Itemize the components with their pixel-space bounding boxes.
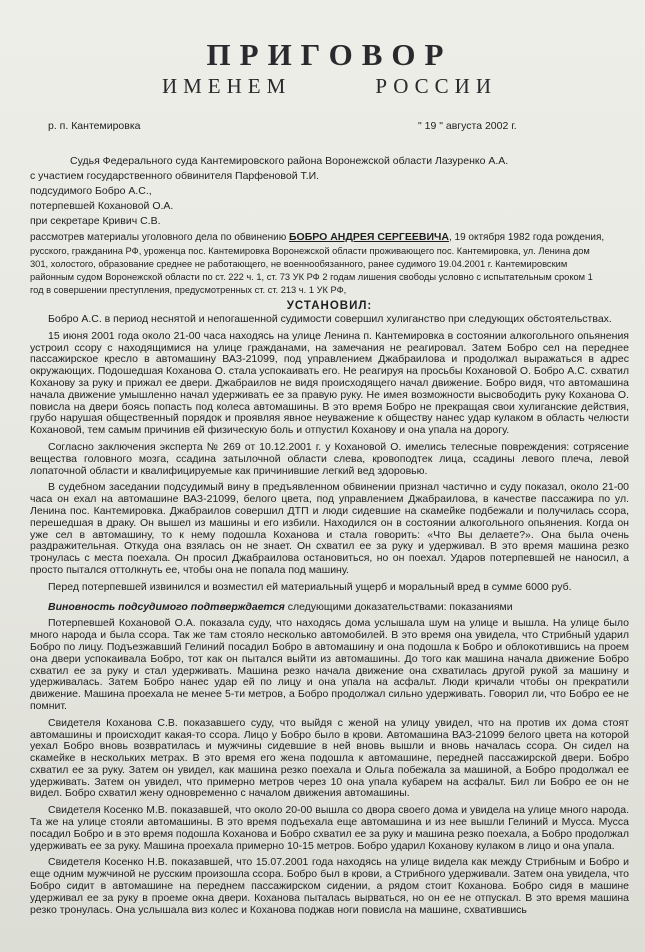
case-intro-prefix: рассмотрев материалы уголовного дела по обвинению: [30, 232, 287, 243]
document-title: ПРИГОВОР: [206, 37, 453, 72]
case-intro-line-1: [30, 230, 629, 245]
paragraph: 15 июня 2001 года около 21-00 часа находясь на улице Ленина п. Кантемировка в состоянии алкогольного опьянения устроил ссору с находящимися на улице гражданами, на замечания не реагировал. Затем Бобро сел на переднее пассажирское кресло в автомашину ВАЗ-21099, под управлением Джабраилова и продолжал выражаться в адрес окружающих. Подошедшая Коханова О. стала успокаивать его. Не реагируя на просьбы Кохановой О. Бобро А.С. схватил Коханову за руку и прижал ее двери. Джабраилов не видя происходящего начал движение. Бобро видя, что автомашина начала движение умышленно начал удерживать ее за правую руку. Не имея возможности высвободить руку Коханова О. повисла на двери боясь попасть под колеса автомашины. В это время Бобро не прекращая свои хулиганские действия, грубо нарушая общественный порядок и проявляя явное неуважение к обществу нанес удар кулаком в область челюсти Кохановой, тем самым причинив ей физическую боль и отпустил Коханову и она упала на дорогу.: [30, 329, 629, 437]
case-intro-line-5: год в совершении преступления, предусмотренных ст. ст. 213 ч. 1 УК РФ,: [30, 285, 347, 295]
guilt-intro: [30, 602, 629, 614]
place-date-row: [48, 120, 629, 136]
testimony-paragraph: Свидетеля Косенко М.В. показавшей, что около 20-00 вышла со двора своего дома и увидела на улице много народа. Та же на улице стояли автомашины. В это время подъехала еще автомашина и из нее вышли Гелиний и Мусса. Мусса посадил Бобро и в это время подошла Коханова и Бобро схватил ее за руку и машина резко поехала, а Бобро продолжал удерживать ее за руку. Машина проехала примерно 10-15 метров. Бобро ударил Коханову кулаком в лицо и она упала.: [30, 804, 629, 852]
defendant-line: подсудимого Бобро А.С.,: [30, 185, 152, 197]
court-composition: [30, 154, 629, 229]
subtitle-word-2: РОССИИ: [375, 74, 498, 98]
guilt-intro-lead: Виновность подсудимого подтверждается: [48, 600, 285, 613]
judge-line: Судья Федерального суда Кантемировского района Воронежской области Лазуренко А.А.: [70, 155, 509, 167]
prosecutor-line: с участием государственного обвинителя Парфеновой Т.И.: [30, 170, 320, 182]
paragraph: Согласно заключения эксперта № 269 от 10.12.2001 г. у Кохановой О. имелись телесные повреждения: сотрясение вещества головного мозга, ссадина затылочной области слева, кровоподтек лица, ссадины левого плеча, левой лопаточной области и квалифицируемые как причинившие легкий вед здоровью.: [30, 440, 629, 477]
place-text: р. п. Кантемировка: [48, 120, 141, 132]
defendant-full-name: БОБРО АНДРЕЯ СЕРГЕЕВИЧА: [289, 231, 449, 243]
victim-line: потерпевшей Кохановой О.А.: [30, 200, 174, 212]
date-text: " 19 " августа 2002 г.: [418, 120, 517, 132]
case-intro: [30, 230, 629, 297]
ustanovil-heading: УСТАНОВИЛ:: [286, 300, 373, 312]
case-intro-line-4: районным судом Воронежской области по ст. 222 ч. 1, ст. 73 УК РФ 2 годам лишения свободы условно с испытательным сроком 1: [30, 272, 593, 282]
paragraph: В судебном заседании подсудимый вину в предъявленном обвинении признал частично и суду показал, около 21-00 часа он ехал на автомашине ВАЗ-21099, белого цвета, под управлением Джабраилова, в качестве пассажира по ул. Ленина пос. Кантемировка. Джабраилов совершил ДТП и люди сидевшие на скамейке подбежали и получилась ссора, перешедшая в драку. Он вышел из машины и его избили. Находился он в состоянии алкогольного опьянения. Когда он уже сел в автомашину, то к нему подошла Коханова и стала говорить: «Что Вы делаете?». Она была очень раздражительная. Откуда она взялась он не знает. Он схватил ее за руку и удерживал. В это время машина резко тронулась с места поехала. Он просил Джабраилова остановиться, но он поехал. Ударов потерпевшей не наносил, а просто пытался оттолкнуть ее, чтобы она не попала под машину.: [30, 481, 629, 576]
subtitle-word-1: ИМЕНЕМ: [161, 74, 292, 98]
guilt-intro-rest: следующими доказательствами: показаниями: [284, 600, 513, 613]
testimony-section: [30, 618, 629, 916]
testimony-paragraph: Свидетеля Косенко Н.В. показавшей, что 15.07.2001 года находясь на улице видела как между Стрибным и Бобро и еще одним мужчиной не русским произошла ссора. Бобро был в крови, а Стрибного удерживали. Затем она увидела, что Бобро сидит в автомашине на переднем пассажирском сидении, а рядом стоит Коханова. Бобро сидя в машине удерживал ее за руку в проеме окна двери. Коханова пыталась вырваться, но он ее не отпускал. В это время машина резко тронулась. Она услышала виз колес и Коханова поджав ноги повисла на машине, схватившись: [30, 856, 629, 916]
case-intro-line-3: 301, холостого, образование среднее не работающего, не военнообязанного, ранее судимого 19.04.2001 г. Кантемировским: [30, 259, 568, 269]
paragraph: Перед потерпевшей извинился и возместил ей материальный ущерб и моральный вред в сумме 6000 руб.: [48, 580, 572, 593]
paragraph: Бобро А.С. в период неснятой и непогашенной судимости совершил хулиганство при следующих обстоятельствах.: [48, 313, 612, 325]
testimony-paragraph: Свидетеля Коханова С.В. показавшего суду, что выйдя с женой на улицу увидел, что на против их дома стоят автомашины и происходит какая-то ссора. Лицо у Бобро было в крови. Автомашина ВАЗ-21099 белого цвета на которой уехал Бобро вновь возвратилась и мужчины сидевшие в ней вновь вышли и вновь началась ссора. Он сидел на скамейке в нескольких метрах. В это время его жена подошла к автомашине, передней пассажирской двери. Бобро схватил ее за руку. Затем он увидел, как машина резко поехала и Ольга побежала за машиной, а Бобро продолжал ее удерживать. Затем он увидел, что примерно метров через 10 она упала кубарем на асфальт. Бил ли Бобро ее он не видел. Бобро схватил жену одновременно с началом движения автомашины.: [30, 716, 629, 800]
document-subtitle: [30, 74, 629, 98]
testimony-paragraph: Потерпевшей Кохановой О.А. показала суду, что находясь дома услышала шум на улице и вышла. На улице было много народа и была ссора. Так же там стояло несколько автомобилей. В это время она увидела, что Стрибный ударил Бобро по лицу. Подъезжавший Гелиний посадил Бобро в автомашину и она подошла к Бобро и облокотившись на проем она двери успокаивала Бобро, тот как он пытался выйти из автомашины. До того как машина начала движение Бобро схватил ее за руку и стал удерживать. Машина резко начала движение она схватилась другой рукой за машину и удерживалась. Затем Бобро нанес удар ей по лицу и она упала на асфальт. Люди кричали чтобы он прекратили движение. Машина проехала не менее 5-ти метров, а Бобро продолжал сильно удерживать. Говорил ли, что Бобро ее не помнит.: [30, 617, 629, 712]
findings-section: [30, 314, 629, 594]
secretary-line: при секретаре Кривич С.В.: [30, 215, 161, 227]
case-intro-line-2: русского, гражданина РФ, уроженца пос. Кантемировка Воронежской области проживающего пос. Кантемировка, ул. Ленина дом: [30, 246, 590, 256]
case-intro-rest: , 19 октября 1982 года рождения,: [448, 232, 605, 243]
